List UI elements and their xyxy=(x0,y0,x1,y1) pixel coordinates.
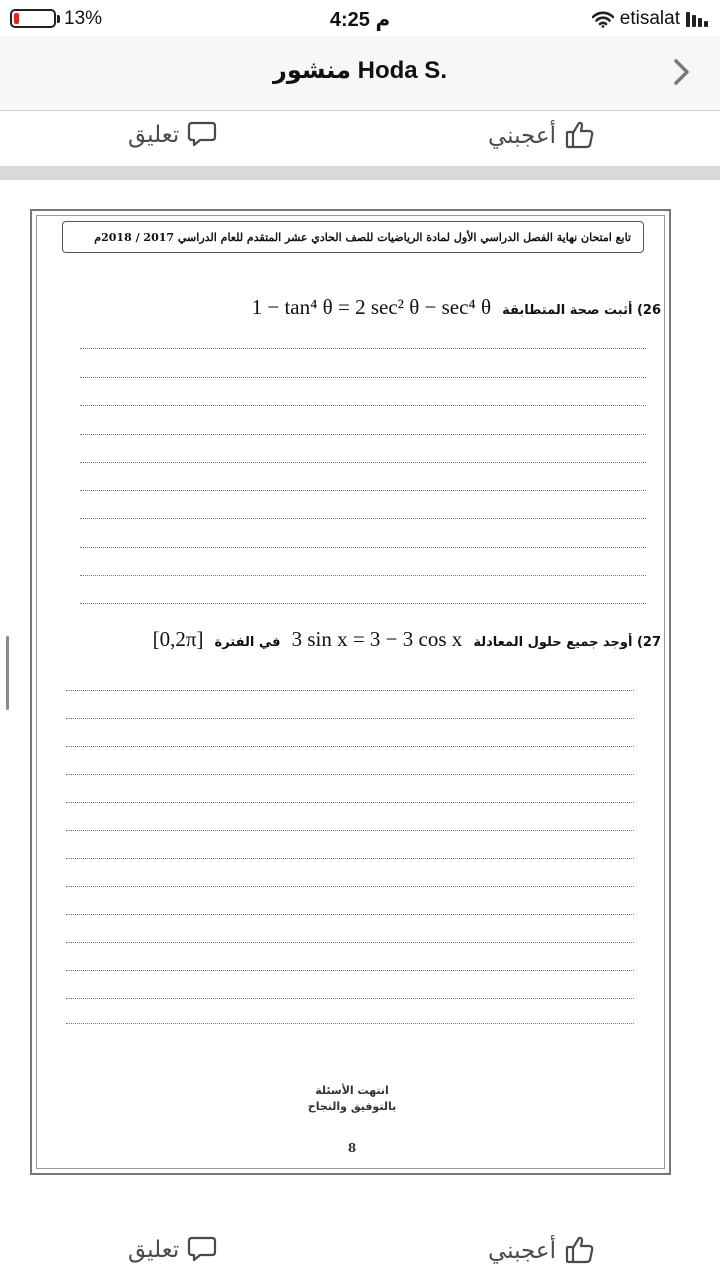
nav-bar xyxy=(0,36,720,111)
answer-line xyxy=(66,914,634,915)
like-label: أعجبني xyxy=(487,121,556,148)
carrier-group xyxy=(592,8,708,30)
answer-line xyxy=(66,942,634,943)
answer-line xyxy=(66,774,634,775)
answer-line xyxy=(80,603,646,604)
comment-icon xyxy=(187,1234,217,1264)
answer-line xyxy=(80,518,646,519)
question-26 xyxy=(246,295,661,320)
answer-line xyxy=(66,1023,634,1024)
question-27 xyxy=(147,627,661,652)
page-number: 8 xyxy=(347,1141,357,1155)
answer-line xyxy=(80,575,646,576)
scroll-indicator[interactable] xyxy=(6,636,9,710)
thumbs-up-icon xyxy=(564,119,596,151)
question-26-label: 26) أثبت صحة المتطابقة xyxy=(502,303,661,318)
answer-line xyxy=(66,858,634,859)
end-note-line-2: بالتوفيق والنجاح xyxy=(307,1100,397,1113)
carrier-name: etisalat xyxy=(619,8,680,29)
answer-line xyxy=(66,970,634,971)
wifi-icon xyxy=(592,11,614,28)
question-27-label: 27) أوجد جميع حلول المعادلة xyxy=(473,635,661,650)
answer-line xyxy=(80,434,646,435)
question-26-formula: 1 − tan⁴ θ = 2 sec² θ − sec⁴ θ xyxy=(251,295,492,319)
answer-line xyxy=(66,718,634,719)
answer-line xyxy=(80,405,646,406)
question-27-interval-label: في الفترة xyxy=(214,635,281,650)
status-bar xyxy=(0,0,720,36)
answer-line xyxy=(66,690,634,691)
thumbs-up-icon xyxy=(564,1234,596,1266)
answer-line xyxy=(66,886,634,887)
signal-bars-icon xyxy=(686,11,708,27)
end-note-line-1: انتهت الأسئلة xyxy=(315,1084,389,1097)
like-button[interactable] xyxy=(488,119,596,151)
chevron-right-icon[interactable] xyxy=(662,52,702,92)
exam-end-note xyxy=(252,1084,452,1113)
comment-button[interactable] xyxy=(128,1234,217,1264)
answer-line xyxy=(80,547,646,548)
answer-line xyxy=(66,830,634,831)
answer-line xyxy=(80,490,646,491)
like-label: أعجبني xyxy=(487,1236,556,1263)
answer-line xyxy=(66,998,634,999)
status-time: 4:25 م xyxy=(329,9,391,31)
comment-label: تعليق xyxy=(128,120,180,147)
comment-button[interactable] xyxy=(128,119,217,149)
question-27-formula: 3 sin x = 3 − 3 cos x xyxy=(291,627,463,651)
post-actions-top xyxy=(0,111,720,163)
comment-icon xyxy=(187,119,217,149)
page-title: منشور Hoda S. xyxy=(273,57,447,84)
answer-line xyxy=(66,746,634,747)
section-divider xyxy=(0,166,720,180)
battery-percent: 13% xyxy=(64,8,103,29)
answer-line xyxy=(80,377,646,378)
exam-header: تابع امتحان نهاية الفصل الدراسي الأول لمادة الرياضيات للصف الحادي عشر المتقدم للعام الدراسي 2017 / 2018م xyxy=(62,221,644,253)
exam-page-image xyxy=(30,209,671,1175)
like-button[interactable] xyxy=(488,1234,596,1266)
post-actions-bottom xyxy=(0,1226,720,1278)
comment-label: تعليق xyxy=(128,1235,180,1262)
answer-line xyxy=(66,802,634,803)
question-27-interval: [0,2π] xyxy=(152,627,204,651)
answer-line xyxy=(80,348,646,349)
answer-line xyxy=(80,462,646,463)
